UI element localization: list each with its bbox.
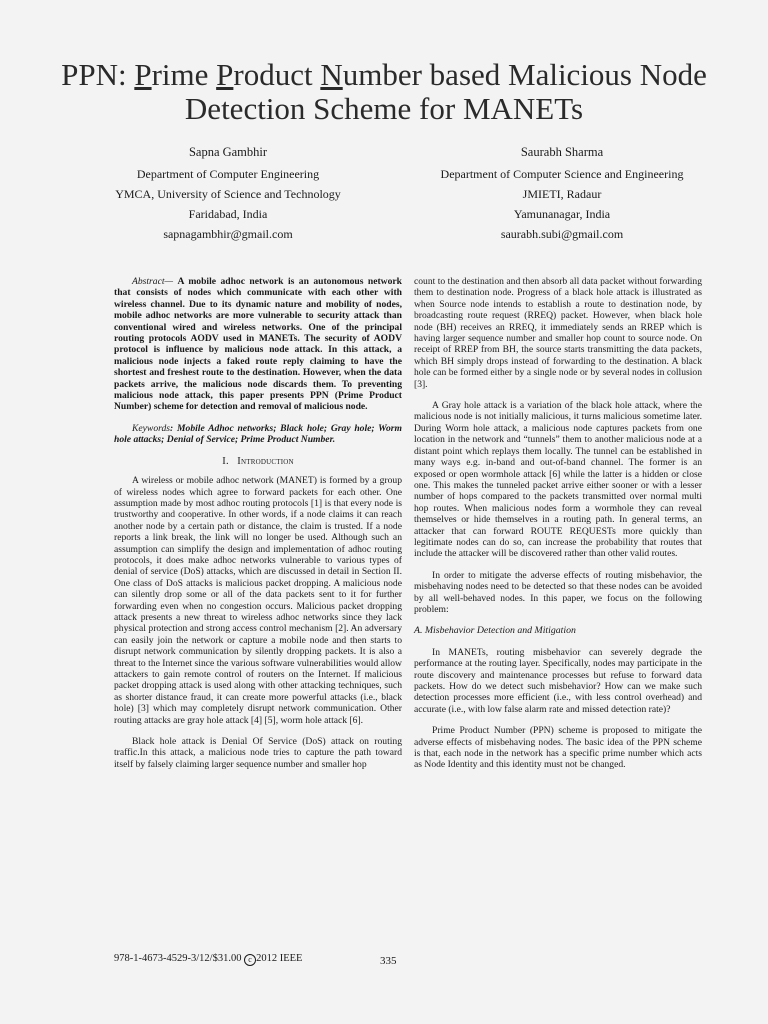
title-underlined-p2: P (216, 57, 234, 92)
author-name: Saurabh Sharma (520, 145, 604, 159)
section-heading-introduction (114, 456, 402, 467)
abstract (114, 276, 402, 413)
author-department: Department of Computer Engineering (136, 167, 320, 181)
footer-isbn (114, 953, 302, 966)
title-word-rime: rime (151, 57, 217, 92)
author-location: Faridabad, India (188, 207, 268, 221)
title-line2: Detection Scheme for MANETs (184, 91, 584, 126)
detection-paragraph: In MANETs, routing misbehavior can severely degrade the performance at the routing layer. Specifically, nodes may participate in the route discovery and maintenance processes but refuse to forward data packets. How do we detect such misbehavior? How can we make such detection processes more efficient (i.e., with less control overhead) and accurate (i.e., with low false alarm rate and missed detection rate)? (414, 646, 702, 715)
left-column (114, 276, 402, 780)
keywords (114, 423, 402, 446)
author-location: Yamunanagar, India (513, 207, 611, 221)
author-department: Department of Computer Science and Engineering (440, 167, 684, 181)
title-word-roduct: roduct (233, 57, 321, 92)
intro-paragraph-1: A wireless or mobile adhoc network (MANET) is formed by a group of wireless nodes which agree to forward packets for each other. One assumption made by most adhoc routing protocols [1] is that every node is trustworthy and cooperative. In other words, if a node claims it can reach another node by a certain path or distance, the claim is trusted. If a node reports a link break, the link will no longer be used. Although such an assumption can simplify the design and implementation of adhoc routing protocols, it does make adhoc networks vulnerable to various types of denial of service (DoS) attacks, which are discussed in detail in Section II. One class of DoS attacks is malicious packet dropping. A malicious node can silently drop some or all of the data packets sent to it for further forwarding even when no congestion occurs. Malicious packet dropping attack presents a new threat to wireless adhoc networks since they lack physical protection and strong access control mechanism [2]. An adversary can easily join the network or capture a mobile node and then starts to disrupt network communication by silently dropping packets. It is also a threat to the Internet since the various software vulnerabilities would allow attackers to gain remote control of routers on the Internet. If malicious packet dropping attack is used along with other attacking techniques, such as shorter distance fraud, it can create more powerful attacks (i.e., black hole) [3] which may completely disrupt network communication. Other routing attacks are gray hole attack [4] [5], worm hole attack [6]. (114, 475, 402, 726)
abstract-label: Abstract— (132, 276, 178, 287)
footer-year: 2012 IEEE (256, 953, 303, 964)
copyright-icon: c (244, 954, 256, 966)
author-name: Sapna Gambhir (188, 145, 268, 159)
keywords-text: : Mobile Adhoc networks; Black hole; Gray hole; Worm hole attacks; Denial of Service; Prime Product Number. (114, 422, 402, 446)
right-column (414, 276, 702, 781)
section-number: I. (222, 455, 229, 467)
author-email: saurabh.subi@gmail.com (500, 227, 624, 241)
ppn-paragraph: Prime Product Number (PPN) scheme is proposed to mitigate the adverse effects of misbehaving nodes. The basic idea of the PPN scheme is that, each node in the network has a specific prime number which acts as Node Identity and this identity must not be changed. (414, 725, 702, 771)
title-underlined-n: N (320, 57, 343, 92)
isbn-text: 978-1-4673-4529-3/12/$31.00 (114, 953, 245, 964)
title-prefix: PPN: (61, 57, 135, 92)
author-institution: YMCA, University of Science and Technology (115, 187, 341, 201)
section-title: Introduction (237, 455, 294, 467)
grayhole-paragraph: A Gray hole attack is a variation of the black hole attack, where the malicious node is not initially malicious, it turns malicious sometime later. During Worm hole attack, a malicious node captures packets from one location in the network and “tunnels” them to another malicious node at a distant point which replays them locally. The tunnel can be established in many ways e.g. in-band and out-of-band channel. The former is an exposed or open wormhole attack [6] while the latter is a hidden or close one. This makes the tunneled packet arrive either sooner or with a lesser number of hops compared to the packets transmitted over normal multi hop routes. When malicious nodes form a wormhole they can reveal themselves or hide themselves in a routing path. In general terms, an attacker that can forward ROUTE REQUESTs more quickly than legitimate nodes can do so, can increase the probability that routes that include the attacker will be discovered rather than other valid routes. (414, 400, 702, 560)
paper-title (60, 58, 708, 126)
author-block-1 (68, 142, 388, 244)
title-line1-rest: umber based Malicious Node (342, 57, 707, 92)
author-institution: JMIETI, Radaur (522, 187, 602, 201)
intro-paragraph-2: Black hole attack is Denial Of Service (DoS) attack on routing traffic.In this attack, a malicious node tries to capture the path toward itself by falsely claiming larger sequence number and smaller hop (114, 736, 402, 770)
abstract-text: A mobile adhoc network is an autonomous network that consists of nodes which communicate with each other with wireless channel. Due to its dynamic nature and mobility of nodes, mobile adhoc networks are more vulnerable to security attack than conventional wired and wireless networks. One of the principal routing protocols AODV used in MANETs. The security of AODV protocol is influence by malicious node attack. In this attack, a malicious node injects a faked route reply claiming to have the shortest and freshest route to the destination. However, when the data packets arrive, the malicious node discards them. To preventing malicious node attack, this paper presents PPN (Prime Product Number) scheme for detection and removal of malicious node. (114, 276, 402, 413)
keywords-label: Keywords (132, 422, 171, 434)
subsection-heading-a: A. Misbehavior Detection and Mitigation (414, 625, 576, 637)
blackhole-paragraph: count to the destination and then absorb all data packet without forwarding them to destination node. Progress of a black hole attack is illustrated as when Source node intends to establish a route to destination node, by broadcasting route request (RREQ) packet. However, when black hole node (BH) receives an RREQ, it immediately sends an RREP which is having larger sequence number and smaller hop count to source node. On receipt of RREP from BH, the source starts transmitting the data packets, which BH simply drops instead of forwarding to the destination. A black hole can be formed either by a single node or by several nodes in collusion [3]. (414, 276, 702, 390)
page-number: 335 (380, 955, 397, 967)
title-underlined-p1: P (134, 57, 152, 92)
author-email: sapnagambhir@gmail.com (163, 227, 293, 241)
mitigation-paragraph: In order to mitigate the adverse effects of routing misbehavior, the misbehaving nodes need to be detected so that these nodes can be avoided by all well-behaved nodes. In this paper, we focus on the following problem: (414, 569, 702, 615)
author-block-2 (402, 142, 722, 244)
